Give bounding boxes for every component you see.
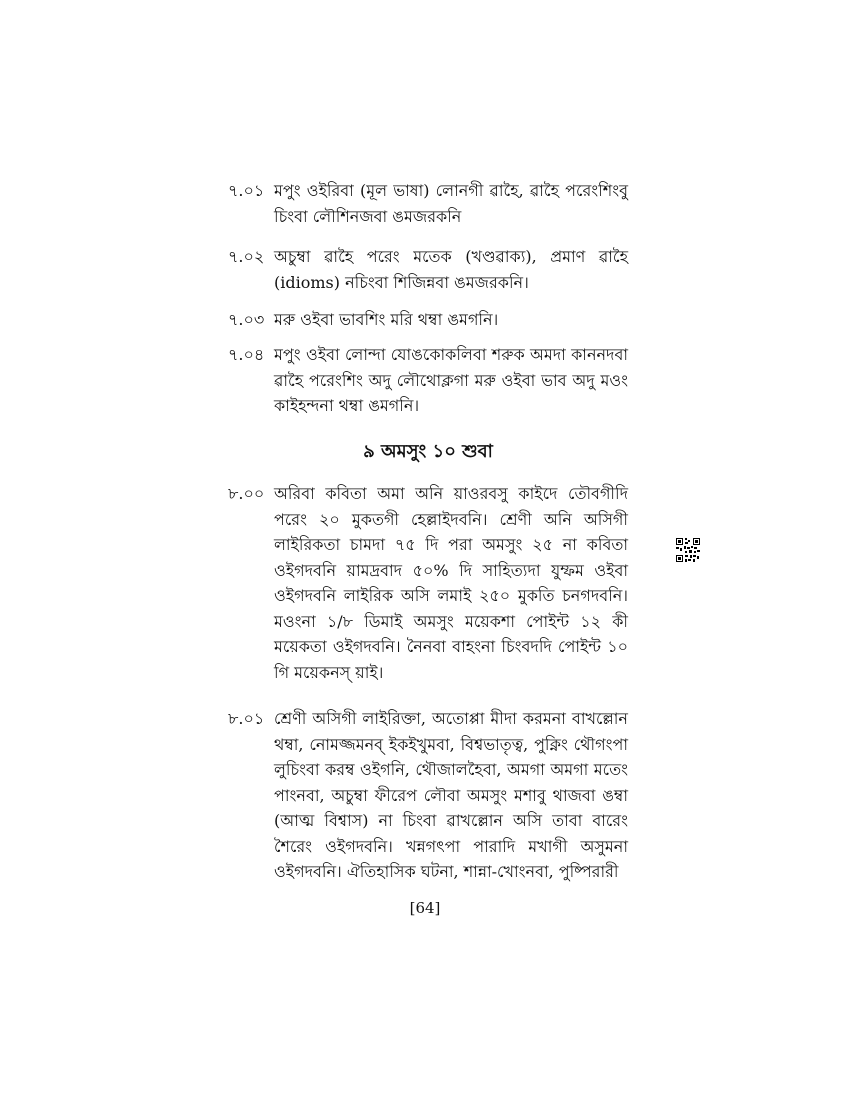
- item-text: অরিবা কবিতা অমা অনি য়াওরবসু কাইদে তৌবগীদি পরেং ২০ মুকতগী হেল্লাইদবনি। শ্রেণী অনি অসিগী লাইরিকতা চামদা ৭৫ দি পরা অমসুং ২৫ না কবিতা ওইগদবনি য়ামদ্রবাদ ৫০% দি সাহিত্যদা যুম্ফম ওইবা ওইগদবনি লাইরিক অসি লমাই ২৫০ মুকতি চনগদবনি। মওংনা ১/৮ ডিমাই অমসুং ময়েকশা পোইন্ট ১২ কী ময়েকতা ওইগদবনি। নৈনবা বাহংনা চিংবদদি পোইন্ট ১০ গি ময়েকনস্ য়াই।: [274, 484, 628, 682]
- item-number: ৭.০১: [228, 181, 265, 200]
- list-item: [228, 342, 628, 419]
- qr-code-icon: [676, 538, 700, 562]
- list-item: [228, 706, 628, 885]
- item-number: ৭.০৩: [228, 310, 265, 329]
- list-item: [228, 307, 628, 333]
- item-text: মপুং ওইরিবা (মূল ভাষা) লোনগী ৱাহৈ, ৱাহৈ পরেংশিংবু চিংবা লৌশিনজবা ঙমজরকনি: [274, 181, 628, 226]
- list-item: [228, 244, 628, 295]
- item-text: মরু ওইবা ভাবশিং মরি থম্বা ঙমগনি।: [274, 310, 499, 329]
- list-item: [228, 178, 628, 229]
- item-number: ৮.০১: [228, 709, 265, 728]
- item-number: ৭.০৪: [228, 345, 265, 364]
- item-number: ৮.০০: [228, 484, 265, 503]
- page-number: [64]: [409, 899, 441, 917]
- item-text: শ্রেণী অসিগী লাইরিক্তা, অতোপ্পা মীদা করমনা বাখল্লোন থম্বা, নোমজ্জমনব্ ইকইখুমবা, বিশ্বভাতৃত্ব, পুক্নিং থৌগংপা লুচিংবা করম্ব ওইগনি, থৌজালহৈবা, অমগা অমগা মতেং পাংনবা, অচুম্বা ফীরেপ লৌবা অমসুং মশাবু থাজবা ঙম্বা (আত্ম বিশ্বাস) না চিংবা ৱাখল্লোন অসি তাবা বারেং শৈরেং ওইগদবনি। খন্নগৎপা পারাদি মখাগী অসুমনা ওইগদবনি। ঐতিহাসিক ঘটনা, শান্না-খোংনবা, পুষ্পিরারী: [274, 709, 628, 881]
- item-text: মপুং ওইবা লোন্দা যোঙকোকলিবা শরুক অমদা কাননদবা ৱাহৈ পরেংশিং অদু লৌথোক্লগা মরু ওইবা ভাব অদু মওং কাইহন্দনা থম্বা ঙমগনি।: [274, 345, 628, 415]
- list-item: [228, 481, 628, 685]
- item-number: ৭.০২: [228, 247, 265, 266]
- section-heading: ৯ অমসুং ১০ শুবা: [363, 441, 493, 462]
- item-text: অচুম্বা ৱাহৈ পরেং মতেক (খণ্ডৱাক্য), প্রমাণ ৱাহৈ (idioms) নচিংবা শিজিন্নবা ঙমজরকনি।: [274, 247, 628, 292]
